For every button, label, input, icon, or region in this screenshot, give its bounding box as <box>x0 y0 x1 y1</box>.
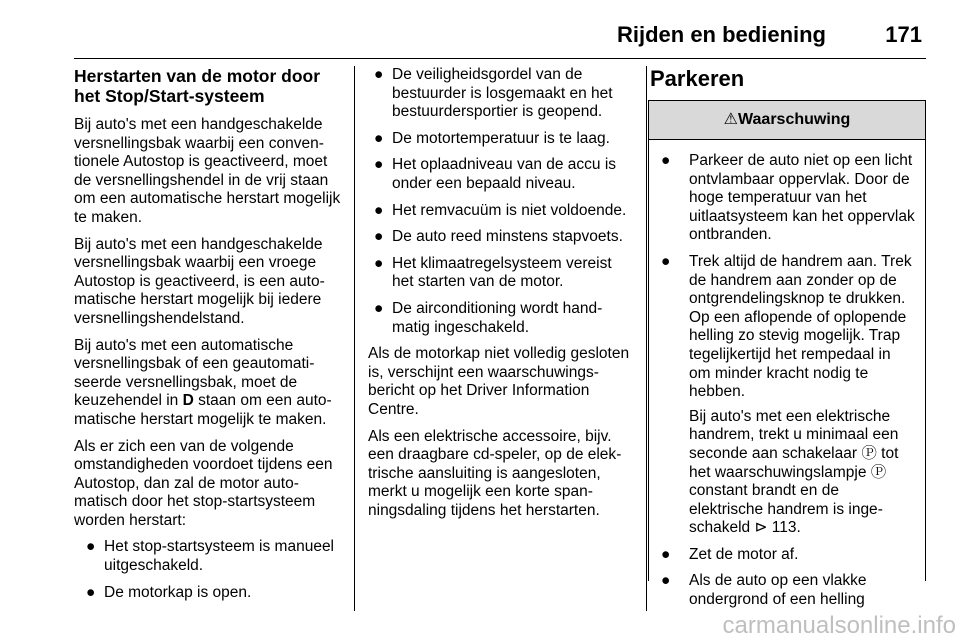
text: Bij auto's met een elektrische handrem, trekt u minimaal een seconde aan schakelaar <box>689 407 899 462</box>
watermark: carmanualsonline.info <box>722 612 956 639</box>
parking-brake-icon: Ⓟ <box>861 444 877 462</box>
list-item <box>661 572 915 609</box>
bullet-icon: ● <box>374 156 384 174</box>
warning-header <box>649 101 925 140</box>
warning-body <box>649 140 925 610</box>
list-item <box>661 152 915 245</box>
page-number: 171 <box>885 22 922 47</box>
bullet-icon: ● <box>374 66 384 83</box>
bullet-icon: ● <box>661 252 671 270</box>
list-item-text: Het oplaadniveau van de accu is onder een bepaald niveau. <box>392 156 617 192</box>
list-item <box>368 156 634 193</box>
list-item <box>368 66 634 122</box>
list-item <box>368 228 634 247</box>
list-item <box>661 253 915 538</box>
warning-box <box>648 100 926 609</box>
bullet-list <box>661 152 915 610</box>
page-reference-icon: ⊳ <box>754 519 768 537</box>
page-header <box>0 22 922 52</box>
list-item <box>368 202 634 221</box>
chapter-title: Rijden en bediening <box>616 22 826 47</box>
bullet-icon: ● <box>374 299 384 317</box>
column-1 <box>74 66 346 610</box>
list-item-text: De veiligheidsgordel van de bestuurder is losgemaakt en het bestuurdersportier is geopend. <box>392 66 613 121</box>
column-3 <box>648 66 926 609</box>
list-item-text: Het klimaatregelsysteem vereist het starten van de motor. <box>392 254 612 291</box>
list-item <box>661 546 915 565</box>
list-item-text: Het stop-startsysteem is manueel uitgeschakeld. <box>104 538 335 575</box>
list-item-text: De auto reed minstens stapvoets. <box>392 228 623 246</box>
list-item <box>74 538 346 575</box>
warning-triangle-icon: ⚠ <box>723 111 739 128</box>
bullet-icon: ● <box>86 583 96 601</box>
list-item-text: De motorkap is open. <box>104 583 252 601</box>
list-item-text: De airconditioning wordt handmatig ingeschakeld. <box>392 299 603 336</box>
list-item <box>368 130 634 149</box>
bullet-icon: ● <box>86 538 96 556</box>
header-rule <box>74 58 926 59</box>
text: tot het waarschuwingslampje <box>689 444 899 481</box>
text: constant brandt en de elektrische handrem is ingeschakeld <box>689 482 883 537</box>
bullet-icon: ● <box>374 201 384 219</box>
list-item-text: Als de auto op een vlakke ondergrond of een helling <box>689 572 867 609</box>
list-item-text: Zet de motor af. <box>689 545 799 563</box>
paragraph <box>74 337 346 430</box>
paragraph: Als een elektrische accessoire, bijv. een draagbare cd-speler, op de elektrische aansluiting is aangesloten, merkt u mogelijk een korte spanningsdaling tijdens het herstarten. <box>368 427 622 519</box>
warning-title: Waarschuwing <box>738 111 851 128</box>
bullet-list <box>74 538 346 602</box>
bullet-icon: ● <box>661 572 671 590</box>
paragraph: Bij auto's met een handgeschakelde versnellingsbak waarbij een vroege Autostop is geactiveerd, is een automatische herstart mogelijk bij iedere versnellingshendelstand. <box>74 235 325 327</box>
column-2 <box>368 66 634 528</box>
paragraph: Bij auto's met een handgeschakelde versnellingsbak waarbij een conventionele Autostop is geactiveerd, moet de versnellingshendel in de vrij staan om een automatische herstart mogelijk te maken. <box>74 116 341 226</box>
column-divider-2 <box>646 66 647 611</box>
parking-brake-icon: Ⓟ <box>870 463 887 481</box>
bullet-icon: ● <box>661 152 671 169</box>
list-item <box>368 300 634 337</box>
bullet-icon: ● <box>374 228 384 246</box>
list-item <box>368 255 634 292</box>
electric-handbrake-note <box>689 408 915 538</box>
bullet-list <box>368 66 634 337</box>
text: Bij auto's met een automatische versnellingsbak of een geautomatiseerde versnellingsbak, moet de keuzehendel in <box>74 336 315 410</box>
bullet-icon: ● <box>661 545 671 563</box>
column-divider-1 <box>354 66 355 611</box>
gear-d-label: D <box>182 392 194 410</box>
section-heading-restart: Herstarten van de motor door het Stop/Start-systeem <box>74 66 321 106</box>
list-item-text: De motortemperatuur is te laag. <box>392 129 610 147</box>
list-item <box>74 584 346 603</box>
bullet-icon: ● <box>374 129 384 147</box>
list-item-text: Parkeer de auto niet op een licht ontvlambaar oppervlak. Door de hoge temperatuur van het uitlaatsysteem kan het oppervlak ontbranden. <box>689 152 915 244</box>
paragraph: Als er zich een van de volgende omstandigheden voordoet tijdens een Autostop, dan zal de motor automatisch door het stop-startsysteem worden herstart: <box>74 437 333 529</box>
section-heading-parking: Parkeren <box>650 66 745 91</box>
text: staan om een automatische herstart mogelijk te maken. <box>74 392 332 428</box>
list-item-text: Trek altijd de handrem aan. Trek de handrem aan zonder op de ontgrendelingsknop te drukken. Op een aflopende of oplopende helling zo stevig mogelijk. Trap tegelijkertijd het rempedaal in om minder kracht nodig te hebben. <box>689 252 912 401</box>
list-item-text: Het remvacuüm is niet voldoende. <box>392 201 627 219</box>
page-reference[interactable]: 113. <box>771 519 801 537</box>
paragraph: Als de motorkap niet volledig gesloten is, verschijnt een waarschuwingsbericht op het Driver Information Centre. <box>368 345 630 418</box>
bullet-icon: ● <box>374 254 384 272</box>
